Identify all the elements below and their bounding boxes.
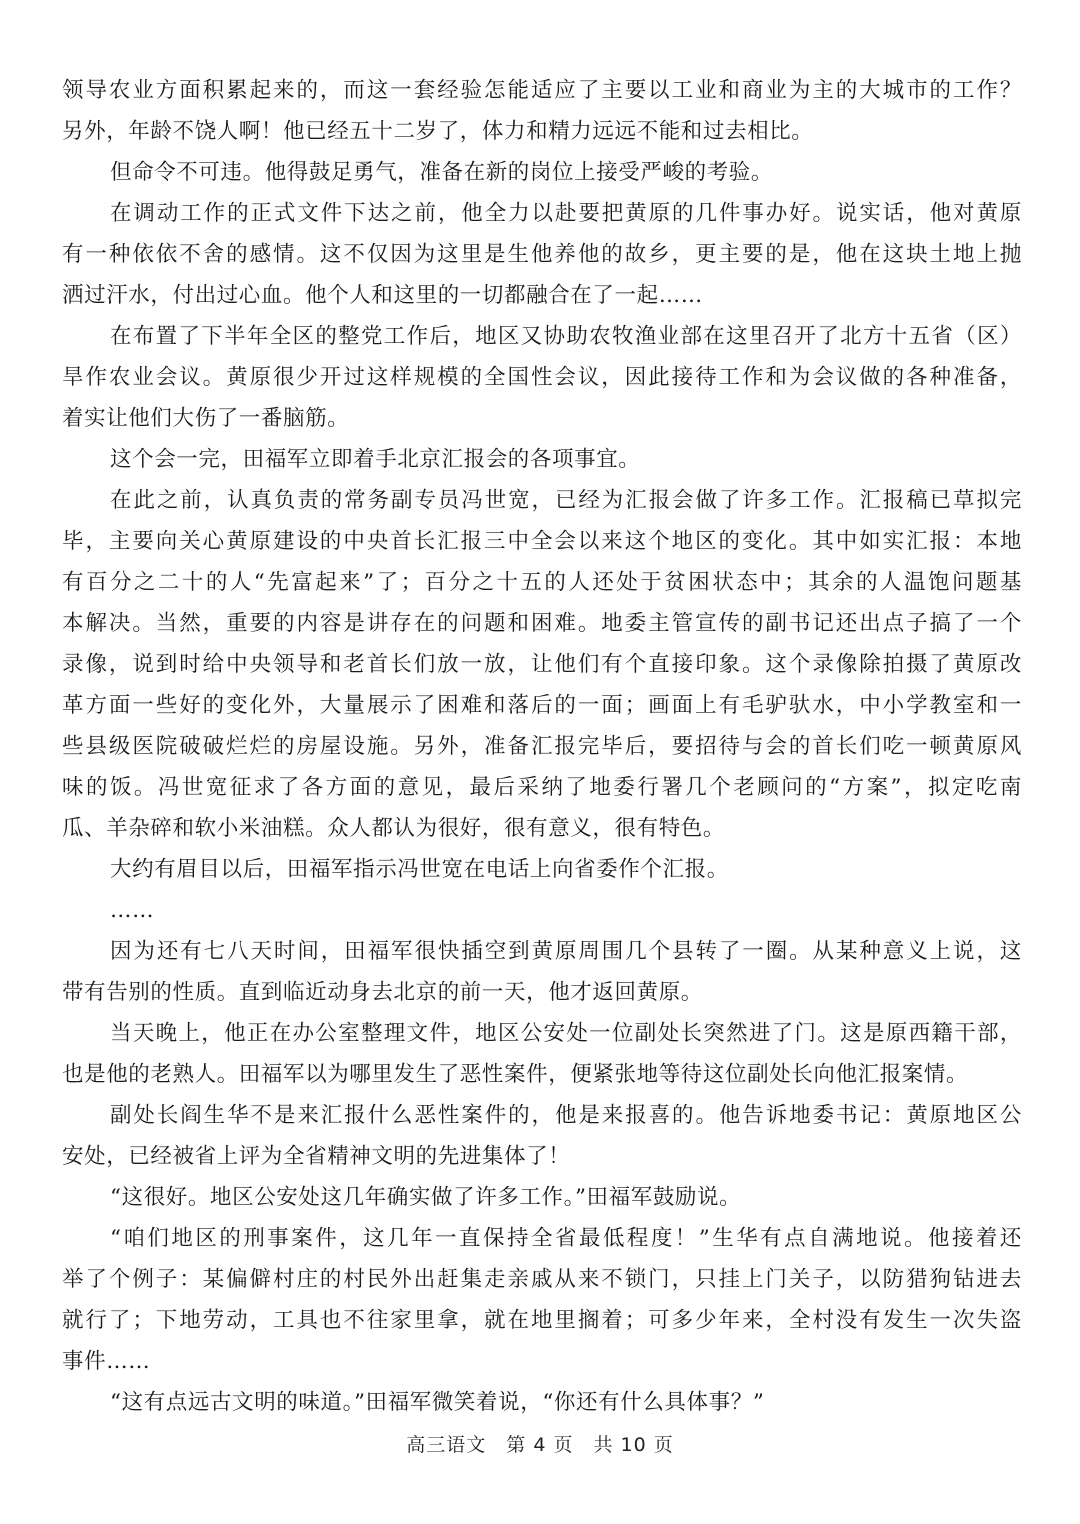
text-line: 些县级医院破破烂烂的房屋设施。另外，准备汇报完毕后，要招待与会的首长们吃一顿黄原风 — [62, 734, 1022, 759]
text-line: 安处，已经被省上评为全省精神文明的先进集体了！ — [62, 1144, 571, 1169]
text-line: 举了个例子：某偏僻村庄的村民外出赶集走亲戚从来不锁门，只挂上门关子，以防猎狗钻进去 — [62, 1267, 1022, 1292]
text-line: 有一种依依不舍的感情。这不仅因为这里是生他养他的故乡，更主要的是，他在这块土地上抛 — [62, 242, 1022, 267]
text-line: 这个会一完，田福军立即着手北京汇报会的各项事宜。 — [110, 447, 641, 472]
text-line: 领导农业方面积累起来的，而这一套经验怎能适应了主要以工业和商业为主的大城市的工作？ — [62, 78, 1022, 103]
text-line: 在调动工作的正式文件下达之前，他全力以赴要把黄原的几件事办好。说实话，他对黄原 — [110, 201, 1022, 226]
text-line: 旱作农业会议。黄原很少开过这样规模的全国性会议，因此接待工作和为会议做的各种准备， — [62, 365, 1022, 390]
text-line: 瓜、羊杂碎和软小米油糕。众人都认为很好，很有意义，很有特色。 — [62, 816, 726, 841]
text-line: 副处长阎生华不是来汇报什么恶性案件的，他是来报喜的。他告诉地委书记：黄原地区公 — [110, 1103, 1022, 1128]
text-line: 在此之前，认真负责的常务副专员冯世宽，已经为汇报会做了许多工作。汇报稿已草拟完 — [110, 488, 1022, 513]
text-line: 就行了；下地劳动，工具也不往家里拿，就在地里搁着；可多少年来，全村没有发生一次失盗 — [62, 1308, 1022, 1333]
text-line: 也是他的老熟人。田福军以为哪里发生了恶性案件，便紧张地等待这位副处长向他汇报案情。 — [62, 1062, 969, 1087]
text-line: 但命令不可违。他得鼓足勇气，准备在新的岗位上接受严峻的考验。 — [110, 160, 774, 185]
text-line: 革方面一些好的变化外，大量展示了困难和落后的一面；画面上有毛驴驮水，中小学教室和一 — [62, 693, 1022, 718]
text-line: 本解决。当然，重要的内容是讲存在的问题和困难。地委主管宣传的副书记还出点子搞了一个 — [62, 611, 1022, 636]
text-line: 着实让他们大伤了一番脑筋。 — [62, 406, 350, 431]
document-body — [62, 70, 1022, 1423]
text-line: …… — [110, 898, 155, 923]
text-line: 味的饭。冯世宽征求了各方面的意见，最后采纳了地委行署几个老顾问的“方案”，拟定吃南 — [62, 775, 1022, 800]
text-line: 带有告别的性质。直到临近动身去北京的前一天，他才返回黄原。 — [62, 980, 703, 1005]
text-line: 录像，说到时给中央领导和老首长们放一放，让他们有个直接印象。这个录像除拍摄了黄原改 — [62, 652, 1022, 677]
text-line: 因为还有七八天时间，田福军很快插空到黄原周围几个县转了一圈。从某种意义上说，这 — [110, 939, 1022, 964]
text-line: “这很好。地区公安处这几年确实做了许多工作。”田福军鼓励说。 — [110, 1185, 742, 1210]
text-line: 事件…… — [62, 1349, 151, 1374]
text-line: 当天晚上，他正在办公室整理文件，地区公安处一位副处长突然进了门。这是原西籍干部， — [110, 1021, 1022, 1046]
text-line: 有百分之二十的人“先富起来”了；百分之十五的人还处于贫困状态中；其余的人温饱问题基 — [62, 570, 1022, 595]
text-line: 另外，年龄不饶人啊！他已经五十二岁了，体力和精力远远不能和过去相比。 — [62, 119, 814, 144]
text-line: “咱们地区的刑事案件，这几年一直保持全省最低程度！”生华有点自满地说。他接着还 — [110, 1226, 1022, 1251]
text-line: 洒过汗水，付出过心血。他个人和这里的一切都融合在了一起…… — [62, 283, 703, 308]
text-line: 在布置了下半年全区的整党工作后，地区又协助农牧渔业部在这里召开了北方十五省（区） — [110, 324, 1022, 349]
text-line: 毕，主要向关心黄原建设的中央首长汇报三中全会以来这个地区的变化。其中如实汇报：本地 — [62, 529, 1022, 554]
text-line: 大约有眉目以后，田福军指示冯世宽在电话上向省委作个汇报。 — [110, 857, 729, 882]
page-footer: 高三语文 第 4 页 共 10 页 — [406, 1434, 674, 1456]
text-line: “这有点远古文明的味道。”田福军微笑着说，“你还有什么具体事？” — [110, 1390, 765, 1415]
